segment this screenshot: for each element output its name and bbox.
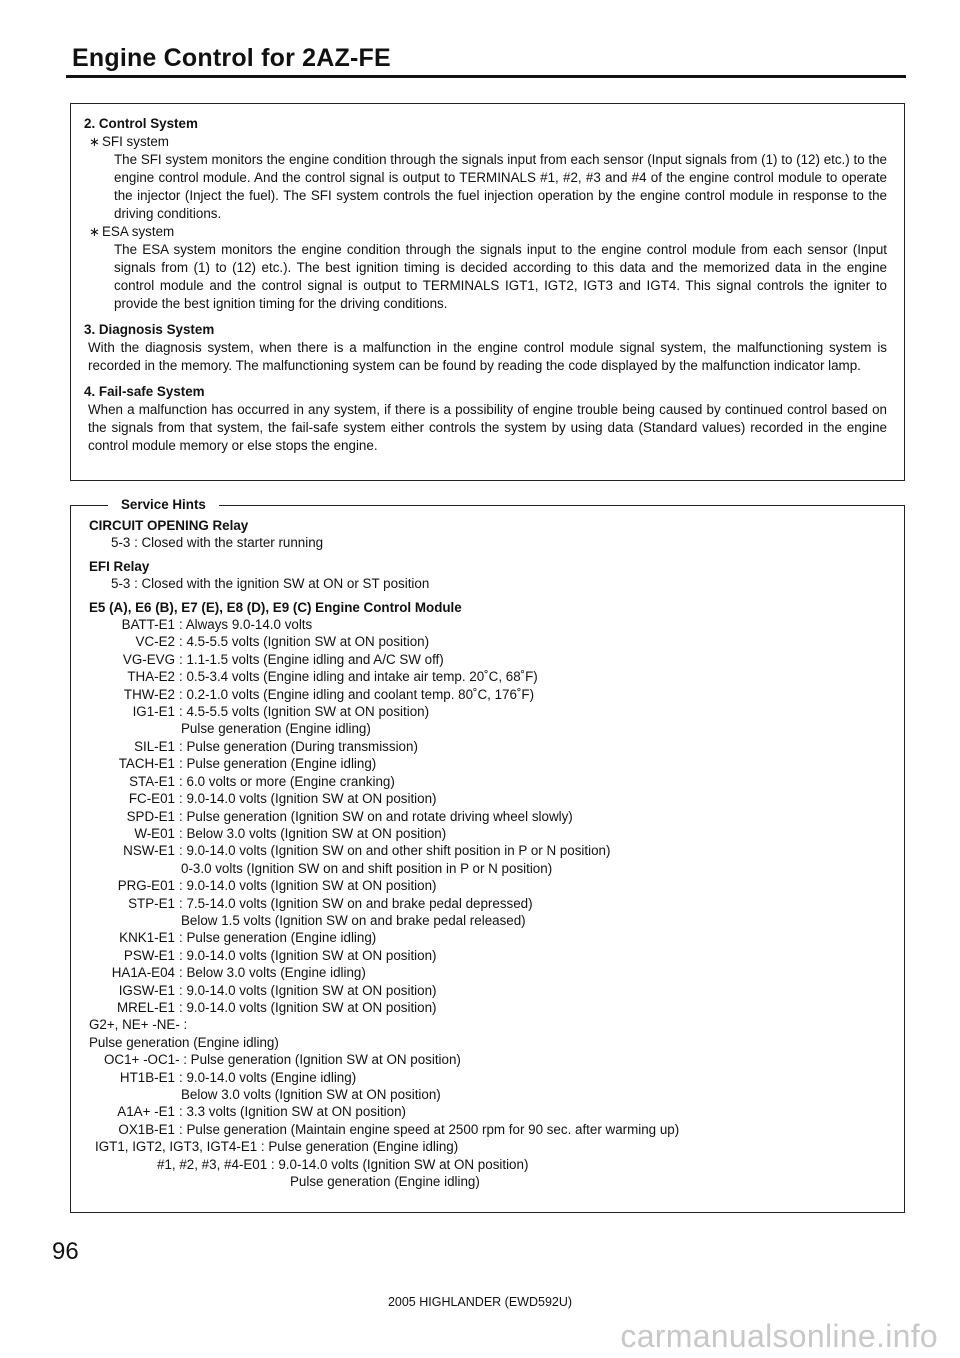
terminal-name: STA-E1 bbox=[129, 773, 175, 789]
ecm-terminal-row bbox=[89, 912, 889, 929]
injector-pulse: Pulse generation (Engine idling) bbox=[290, 1174, 480, 1190]
circuit-opening-heading: CIRCUIT OPENING Relay bbox=[89, 518, 249, 533]
terminal-name: VC-E2 bbox=[135, 634, 175, 650]
terminal-spec: : 4.5-5.5 volts (Ignition SW at ON position) bbox=[179, 704, 430, 720]
section-heading-diagnosis: 3. Diagnosis System bbox=[84, 322, 215, 337]
terminal-spec: : Pulse generation (During transmission) bbox=[179, 738, 418, 754]
failsafe-text: When a malfunction has occurred in any system, if there is a possibility of engine trouble being caused by continued control based on the signals from that system, the fail-safe system either controls the system by using data (Standard values) recorded in the engine control module memory or else stops the engine. bbox=[88, 402, 887, 453]
ecm-terminal-row bbox=[89, 616, 889, 633]
ecm-terminal-row bbox=[89, 999, 889, 1016]
diagnosis-text: With the diagnosis system, when there is a malfunction in the engine control module signal system, the malfunctioning system is recorded in the memory. The malfunctioning system can be found by reading the code displayed by the malfunction indicator lamp. bbox=[88, 340, 887, 373]
igt-line: IGT1, IGT2, IGT3, IGT4-E1 : Pulse generation (Engine idling) bbox=[95, 1139, 459, 1155]
terminal-spec: : 9.0-14.0 volts (Ignition SW at ON position) bbox=[179, 878, 437, 894]
efi-line: 5-3 : Closed with the ignition SW at ON or ST position bbox=[111, 576, 430, 592]
terminal-spec: : 7.5-14.0 volts (Ignition SW on and brake pedal depressed) bbox=[179, 895, 533, 911]
ecm-terminal-row bbox=[89, 1121, 889, 1138]
terminal-name: TACH-E1 bbox=[118, 756, 175, 772]
ecm-terminal-row bbox=[89, 964, 889, 981]
ecm-terminal-row bbox=[89, 808, 889, 825]
terminal-name: HT1B-E1 bbox=[119, 1069, 175, 1085]
terminal-name: PRG-E01 bbox=[117, 878, 175, 894]
asterisk-icon: ∗ bbox=[89, 134, 100, 149]
terminal-spec: : Pulse generation (Maintain engine speed at 2500 rpm for 90 sec. after warming up) bbox=[179, 1121, 680, 1137]
circuit-opening-line: 5-3 : Closed with the starter running bbox=[111, 535, 324, 551]
ecm-terminal-row bbox=[89, 982, 889, 999]
terminal-name: FC-E01 bbox=[128, 791, 175, 807]
terminal-name: HA1A-E04 bbox=[111, 965, 175, 981]
efi-heading: EFI Relay bbox=[89, 558, 150, 574]
ecm-heading: E5 (A), E6 (B), E7 (E), E8 (D), E9 (C) Engine Control Module bbox=[89, 599, 462, 615]
terminal-spec: : 3.3 volts (Ignition SW at ON position) bbox=[179, 1104, 406, 1120]
terminal-spec: : Pulse generation (Engine idling) bbox=[179, 930, 377, 946]
terminal-spec: : Below 3.0 volts (Engine idling) bbox=[179, 965, 366, 981]
terminal-spec: : Always 9.0-14.0 volts bbox=[179, 617, 313, 633]
terminal-spec: : 0.2-1.0 volts (Engine idling and coolant temp. 80˚C, 176˚F) bbox=[179, 686, 535, 702]
section-heading-control: 2. Control System bbox=[84, 116, 198, 131]
ecm-terminal-row bbox=[89, 860, 889, 877]
terminal-spec: : 0.5-3.4 volts (Engine idling and intake air temp. 20˚C, 68˚F) bbox=[179, 669, 538, 685]
page-title: Engine Control for 2AZ-FE bbox=[72, 44, 391, 72]
ecm-terminal-row bbox=[89, 877, 889, 894]
watermark: carmanualsonline.info bbox=[620, 1318, 938, 1354]
terminal-name: OX1B-E1 bbox=[118, 1121, 175, 1137]
terminal-name: KNK1-E1 bbox=[119, 930, 175, 946]
g2-pulse: Pulse generation (Engine idling) bbox=[89, 1034, 279, 1050]
sfi-label: ∗ SFI system bbox=[89, 134, 169, 149]
terminal-spec: : 4.5-5.5 volts (Ignition SW at ON position) bbox=[179, 634, 430, 650]
terminal-spec: : 6.0 volts or more (Engine cranking) bbox=[179, 773, 395, 789]
ecm-terminal-row bbox=[89, 790, 889, 807]
terminal-name: W-E01 bbox=[134, 825, 175, 841]
terminal-spec: : 9.0-14.0 volts (Engine idling) bbox=[179, 1069, 357, 1085]
ecm-terminal-row bbox=[89, 686, 889, 703]
terminal-spec: : 9.0-14.0 volts (Ignition SW at ON position) bbox=[179, 982, 437, 998]
terminal-name: THA-E2 bbox=[127, 669, 175, 685]
ecm-terminal-row bbox=[89, 842, 889, 859]
terminal-name: IG1-E1 bbox=[132, 704, 175, 720]
service-hints-box bbox=[70, 505, 905, 1213]
terminal-spec: Below 3.0 volts (Ignition SW at ON position) bbox=[181, 1087, 441, 1102]
terminal-name: BATT-E1 bbox=[121, 617, 175, 633]
page-number: 96 bbox=[52, 1238, 79, 1265]
ecm-terminal-row bbox=[89, 773, 889, 790]
asterisk-icon: ∗ bbox=[89, 224, 100, 239]
ecm-terminal-row bbox=[89, 703, 889, 720]
terminal-name: IGSW-E1 bbox=[118, 982, 175, 998]
terminal-spec: : 9.0-14.0 volts (Ignition SW at ON position) bbox=[179, 999, 437, 1015]
sfi-text: The SFI system monitors the engine condition through the signals input from each sensor (Input signals from (1) to (12) etc.) to the engine control module. And the control signal is output to TERMINALS #1, #2, #3 and #4 of the engine control module to operate the injector (Inject the fuel). The SFI system controls the fuel injection operation by the engine control module in response to the driving conditions. bbox=[114, 152, 887, 221]
terminal-name: SIL-E1 bbox=[134, 738, 175, 754]
ecm-terminal-row bbox=[89, 738, 889, 755]
terminal-spec: : 1.1-1.5 volts (Engine idling and A/C SW off) bbox=[179, 651, 444, 667]
ecm-terminal-row bbox=[89, 720, 889, 737]
terminal-name: NSW-E1 bbox=[123, 843, 175, 859]
ecm-terminal-row bbox=[89, 633, 889, 650]
terminal-name: VG-EVG bbox=[122, 651, 175, 667]
terminal-spec: 0-3.0 volts (Ignition SW on and shift position in P or N position) bbox=[181, 860, 553, 876]
control-system-box bbox=[70, 103, 905, 481]
service-hints-label: Service Hints bbox=[108, 496, 219, 514]
terminal-spec: : 9.0-14.0 volts (Ignition SW on and other shift position in P or N position) bbox=[179, 843, 611, 859]
ecm-terminal-row bbox=[89, 929, 889, 946]
ecm-terminal-row bbox=[89, 895, 889, 912]
ecm-terminal-row bbox=[89, 1069, 889, 1086]
ecm-terminal-row bbox=[89, 668, 889, 685]
g2-line: G2+, NE+ -NE- : bbox=[89, 1017, 188, 1033]
esa-text: The ESA system monitors the engine condition through the signals input to the engine control module from each sensor (Input signals from (1) to (12) etc.). The best ignition timing is decided according to this data and the memorized data in the engine control module and the control signal is output to TERMINALS IGT1, IGT2, IGT3 and IGT4. This signal controls the igniter to provide the best ignition timing for the driving conditions. bbox=[114, 242, 887, 311]
oc1-line: OC1+ -OC1- : Pulse generation (Ignition SW at ON position) bbox=[104, 1052, 461, 1068]
terminal-spec: : Pulse generation (Engine idling) bbox=[179, 756, 377, 772]
terminal-spec: : 9.0-14.0 volts (Ignition SW at ON position) bbox=[179, 947, 437, 963]
ecm-terminal-row bbox=[89, 651, 889, 668]
terminal-name: SPD-E1 bbox=[126, 808, 175, 824]
footer-model: 2005 HIGHLANDER (EWD592U) bbox=[387, 1295, 573, 1309]
terminal-spec: Pulse generation (Engine idling) bbox=[181, 721, 371, 737]
ecm-terminal-row bbox=[89, 947, 889, 964]
terminal-spec: : 9.0-14.0 volts (Ignition SW at ON position) bbox=[179, 791, 437, 807]
terminal-name: PSW-E1 bbox=[123, 947, 175, 963]
section-heading-failsafe: 4. Fail-safe System bbox=[84, 384, 205, 399]
ecm-terminal-row bbox=[89, 755, 889, 772]
terminal-spec: : Pulse generation (Ignition SW on and rotate driving wheel slowly) bbox=[179, 808, 573, 824]
title-rule bbox=[66, 75, 906, 78]
terminal-name: THW-E2 bbox=[123, 686, 175, 702]
terminal-spec: : Below 3.0 volts (Ignition SW at ON position) bbox=[179, 825, 447, 841]
terminal-name: MREL-E1 bbox=[116, 999, 175, 1015]
terminal-name: STP-E1 bbox=[128, 895, 175, 911]
ecm-terminal-row bbox=[89, 1103, 889, 1120]
esa-label: ∗ ESA system bbox=[89, 224, 175, 239]
ecm-terminal-row bbox=[89, 1086, 889, 1103]
terminal-name: A1A+ -E1 bbox=[117, 1104, 175, 1120]
ecm-terminal-row bbox=[89, 825, 889, 842]
injector-line: #1, #2, #3, #4-E01 : 9.0-14.0 volts (Ignition SW at ON position) bbox=[157, 1156, 529, 1172]
terminal-spec: Below 1.5 volts (Ignition SW on and brake pedal released) bbox=[181, 912, 526, 928]
